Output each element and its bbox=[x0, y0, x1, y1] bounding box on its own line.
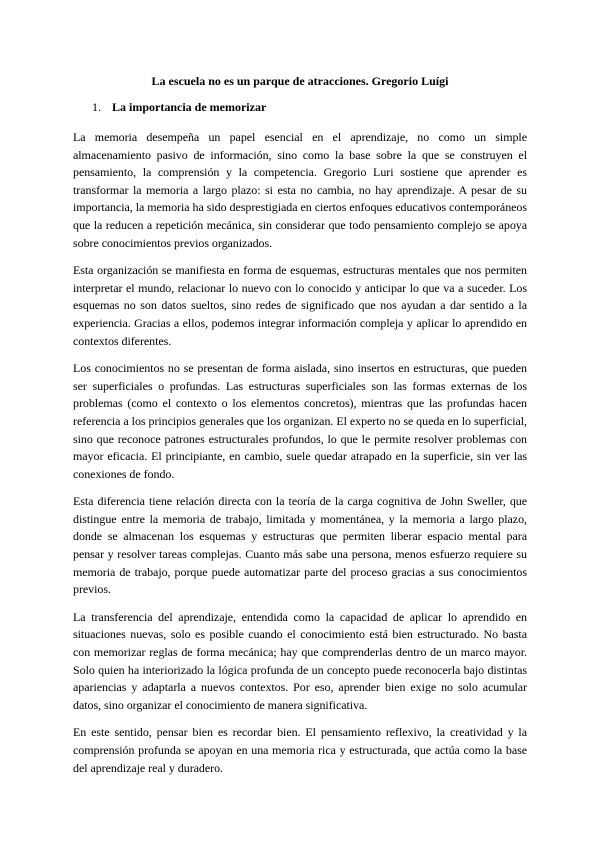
section-number: 1. bbox=[92, 100, 101, 114]
section-heading bbox=[92, 99, 266, 115]
paragraph-2: Esta organización se manifiesta en forma de esquemas, estructuras mentales que nos permiten interpretar el mundo, relacionar lo nuevo con lo conocido y anticipar lo que va a suceder. Los esquemas no son datos sueltos, sino redes de significado que nos ayudan a dar sentido a la experiencia. Gracias a ellos, podemos integrar información compleja y aplicar lo aprendido en contextos diferentes. bbox=[73, 263, 527, 348]
paragraph-1: La memoria desempeña un papel esencial en el aprendizaje, no como un simple almacenamiento pasivo de información, sino como la base sobre la que se construyen el pensamiento, la comprensión y la competencia. Gregorio Luri sostiene que aprender es transformar la memoria a largo plazo: si esta no cambia, no hay aprendizaje. A pesar de su importancia, la memoria ha sido desprestigiada en ciertos enfoques educativos contemporáneos que la reducen a repetición mecánica, sin considerar que todo pensamiento complejo se apoya sobre conocimientos previos organizados. bbox=[73, 130, 527, 250]
paragraph-5: La transferencia del aprendizaje, entendida como la capacidad de aplicar lo aprendido en situaciones nuevas, solo es posible cuando el conocimiento está bien estructurado. No basta con memorizar reglas de forma mecánica; hay que comprenderlas dentro de un marco mayor. Solo quien ha interiorizado la lógica profunda de un concepto puede reconocerla bajo distintas apariencias y adaptarla a nuevos contextos. Por eso, aprender bien exige no solo acumular datos, sino organizar el conocimiento de manera significativa. bbox=[73, 609, 527, 712]
paragraph-4: Esta diferencia tiene relación directa con la teoría de la carga cognitiva de John Sweller, que distingue entre la memoria de trabajo, limitada y momentánea, y la memoria a largo plazo, donde se almacenan los esquemas y estructuras que permiten liberar espacio mental para pensar y resolver tareas complejas. Cuanto más sabe una persona, menos esfuerzo requiere su memoria de trabajo, porque puede automatizar parte del proceso gracias a sus conocimientos previos. bbox=[73, 494, 527, 597]
paragraph-6: En este sentido, pensar bien es recordar bien. El pensamiento reflexivo, la creatividad y la comprensión profunda se apoyan en una memoria rica y estructurada, que actúa como la base del aprendizaje real y duradero. bbox=[73, 725, 527, 775]
section-heading-text: La importancia de memorizar bbox=[112, 100, 267, 114]
paragraph-3: Los conocimientos no se presentan de forma aislada, sino insertos en estructuras, que pueden ser superficiales o profundas. Las estructuras superficiales son las formas externas de los problemas (como el contexto o los elementos concretos), mientras que las profundas hacen referencia a los principios generales que los organizan. El experto no se queda en lo superficial, sino que reconoce patrones estructurales profundos, lo que le permite resolver problemas con mayor eficacia. El principiante, en cambio, suele quedar atrapado en la superficie, sin ver las conexiones de fondo. bbox=[73, 361, 527, 481]
document-body bbox=[73, 129, 527, 787]
document-title: La escuela no es un parque de atracciones. Gregorio Luígi bbox=[151, 74, 449, 88]
